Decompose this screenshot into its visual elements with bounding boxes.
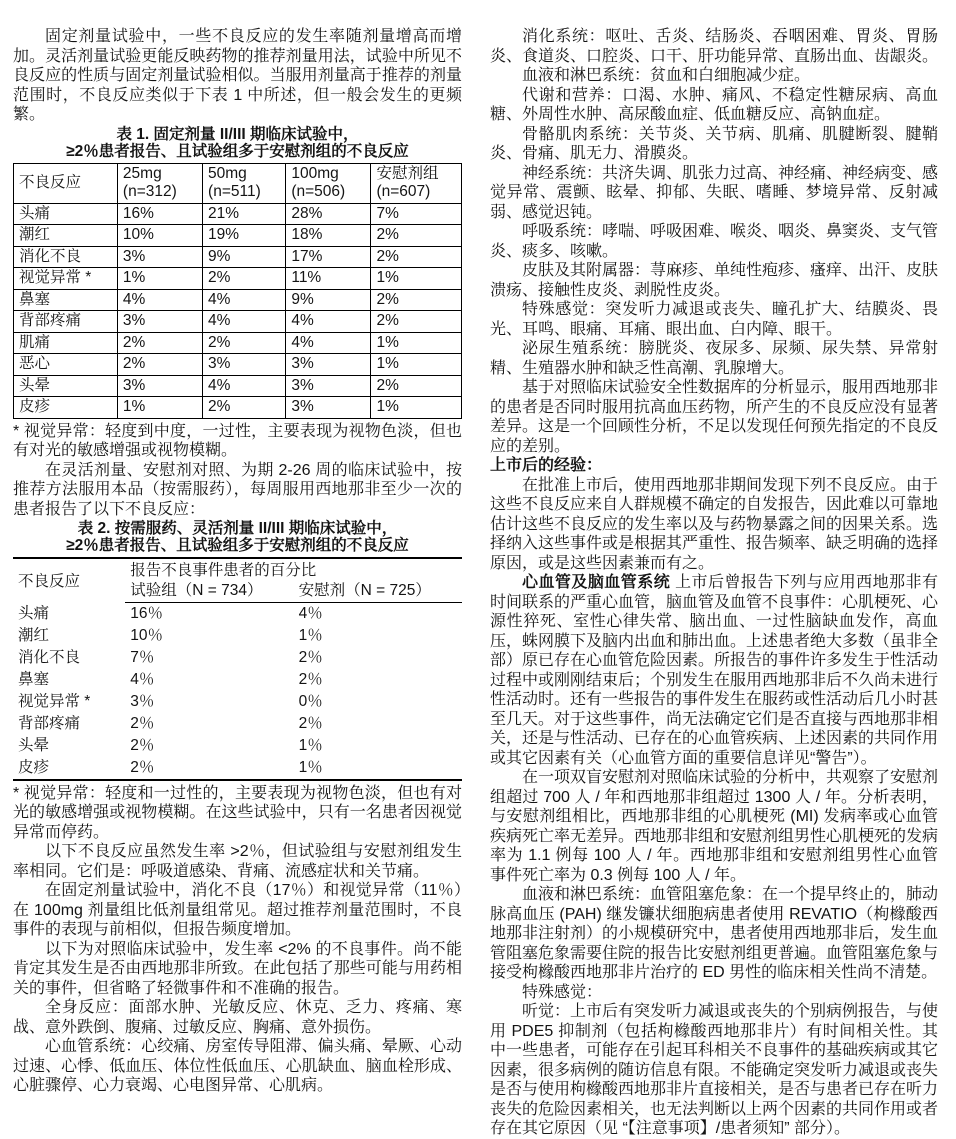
table-cell: 10％ — [130, 627, 163, 644]
table-cell: 3% — [286, 397, 371, 419]
paragraph-fixed-dose-intro: 固定剂量试验中，一些不良反应的发生率随剂量增高而增加。灵活剂量试验更能反映药物的推荐剂量用法，试验中所见不良反应的性质与固定剂量试验相似。当服用剂量高于推荐的剂量范围时，不良反应类似于下表 1 中所述，但一般会发生的更频繁。 — [13, 28, 462, 123]
paragraph-post-approval-reports: 在批准上市后，使用西地那非期间发现下列不良反应。由于这些不良反应来自人群规模不确定的自发报告，因此难以可靠地估计这些不良反应的发生率以及与药物暴露之间的因果关系。选择纳入这些事件或是根据其严重性、报告频率、缺乏明确的选择原因，或是这些因素兼而有之。 — [490, 476, 939, 572]
table-cell: 9% — [203, 246, 286, 268]
table-cell: 1％ — [298, 759, 323, 776]
table-cell: 视觉异常 * — [18, 693, 91, 710]
table-row — [13, 757, 462, 780]
paragraph-hearing: 听觉：上市后有突发听力减退或丧失的个别病例报告，与使用 PDE5 抑制剂（包括枸橼酸西地那非片）有时间相关性。其中一些患者，可能存在引起耳科相关不良事件的基础疾病或其它因素，很多病例的随访信息有限。不能确定突发听力减退或丧失是否与使用枸橼酸西地那非片直接相关，是否与患者已存在听力丧失的危险因素相关，也无法判断以上两个因素的共同作用或者存在其它原因（见 “【注意事项】/患者须知” 部分）。 — [490, 1003, 939, 1137]
paragraph-under-2pct-intro: 以下为对照临床试验中，发生率 <2% 的不良事件。尚不能肯定其发生是否由西地那非所致。在此包括了那些可能与用药相关的事件，但省略了轻微事件和不准确的报告。 — [13, 940, 462, 997]
table-cell: 潮红 — [14, 225, 118, 247]
table-header-cell: 试验组（N = 734） — [125, 580, 293, 603]
table-row — [14, 397, 462, 419]
table-cell: 4% — [203, 311, 286, 333]
table-cell: 7% — [371, 203, 462, 225]
table-header-cell: 安慰剂（N = 725） — [294, 580, 462, 603]
paragraph-lead-bold: 心血管及脑血管系统 — [522, 574, 671, 591]
table-cell: 1% — [117, 268, 202, 290]
table-cell: 3% — [286, 354, 371, 376]
paragraph-cardiovascular-list: 心血管系统：心绞痛、房室传导阻滞、偏头痛、晕厥、心动过速、心悸、低血压、体位性低血压、心肌缺血、脑血栓形成、心脏骤停、心力衰竭、心电图异常、心肌病。 — [13, 1038, 462, 1094]
table-cell: 鼻塞 — [14, 289, 118, 311]
table-header-cell: 安慰剂组 (n=607) — [371, 163, 462, 203]
table-cell: 4% — [203, 375, 286, 397]
table-2-title-line2: ≥2％患者报告、且试验组多于安慰剂组的不良反应 — [66, 537, 409, 554]
paragraph-urogenital: 泌尿生殖系统：膀胱炎、夜尿多、尿频、尿失禁、异常射精、生殖器水肿和缺乏性高潮、乳腺增大。 — [490, 340, 938, 377]
table-cell: 皮疹 — [18, 759, 50, 776]
table-cell: 1％ — [298, 627, 323, 644]
table-cell: 2％ — [298, 715, 323, 732]
table-cell: 1% — [371, 397, 462, 419]
table-cell: 2％ — [130, 759, 155, 776]
table-1-header-row — [14, 163, 462, 203]
table-cell: 2% — [203, 332, 286, 354]
table-row — [13, 625, 462, 647]
table-1-fixed-dose-adverse-reactions — [13, 163, 462, 419]
table-cell: 背部疼痛 — [14, 311, 118, 333]
table-cell: 3% — [203, 354, 286, 376]
table-cell: 3% — [117, 246, 202, 268]
table-row — [14, 203, 462, 225]
table-row — [13, 691, 462, 713]
paragraph-same-rate-events: 以下不良反应虽然发生率 >2％，但试验组与安慰剂组发生率相同。它们是：呼吸道感染、背痛、流感症状和关节痛。 — [13, 843, 462, 880]
paragraph-dose-comparison: 在固定剂量试验中，消化不良（17％）和视觉异常（11％）在 100mg 剂量组比低剂量组常见。超过推荐剂量范围时，不良事件的表现与前相似，但报告频度增加。 — [13, 882, 462, 938]
table-row — [13, 735, 462, 757]
table-cell: 4% — [286, 332, 371, 354]
table-2-group-header-row — [13, 558, 462, 580]
table-row — [14, 289, 462, 311]
table-cell: 头晕 — [14, 375, 118, 397]
table-2-title — [13, 520, 462, 554]
right-column — [490, 27, 939, 1137]
table-cell: 2% — [203, 397, 286, 419]
paragraph-respiratory: 呼吸系统：哮喘、呼吸困难、喉炎、咽炎、鼻窦炎、支气管炎、痰多、咳嗽。 — [490, 223, 939, 260]
paragraph-skin: 皮肤及其附属器：荨麻疹、单纯性疱疹、瘙痒、出汗、皮肤溃疡、接触性皮炎、剥脱性皮炎。 — [490, 262, 939, 299]
table-cell: 1% — [117, 397, 202, 419]
table-row — [14, 375, 462, 397]
table-header-cell: 不良反应 — [14, 163, 118, 203]
table-cell: 7％ — [130, 649, 155, 666]
table-cell: 背部疼痛 — [18, 715, 81, 732]
table-2-flexible-dose-adverse-reactions — [13, 557, 462, 781]
table-1-title — [13, 126, 462, 160]
paragraph-vaso-occlusive-crisis: 血液和淋巴系统：血管阻塞危象：在一个提早终止的，肺动脉高血压 (PAH) 继发镰状细胞病患者使用 REVATIO（枸橼酸西地那非注射剂）的小规模研究中，患者使用西地那非后，发生血管阻塞危象需要住院的报告比安慰剂组更普遍。血管阻塞危象与接受枸橼酸西地那非片治疗的 ED 男性的临床相关性尚不清楚。 — [490, 886, 939, 981]
table-1-title-line2: ≥2％患者报告、且试验组多于安慰剂组的不良反应 — [66, 142, 409, 160]
table-cell: 2% — [371, 311, 462, 333]
table-cell: 4％ — [130, 671, 155, 688]
table-cell: 头痛 — [18, 604, 50, 622]
table-row — [14, 225, 462, 247]
table-row — [13, 713, 462, 735]
table-cell: 4% — [117, 289, 202, 311]
table-header-cell: 不良反应 — [18, 572, 81, 590]
table-2-title-line1: 表 2. 按需服药、灵活剂量 II/III 期临床试验中， — [77, 520, 398, 537]
table-cell: 潮红 — [18, 627, 50, 644]
paragraph-flexible-dose-intro: 在灵活剂量、安慰剂对照、为期 2-26 周的临床试验中，按推荐方法服用本品（按需服药），每周服用西地那非至少一次的患者报告了以下不良反应： — [13, 461, 462, 518]
table-cell: 2％ — [130, 715, 155, 732]
paragraph-special-senses-label: 特殊感觉： — [522, 983, 603, 1001]
table-cell: 2% — [371, 375, 462, 397]
table-header-cell: 100mg (n=506) — [286, 163, 371, 203]
table-cell: 2% — [371, 289, 462, 311]
table-cell: 28% — [286, 203, 371, 225]
table-1-title-line1: 表 1. 固定剂量 II/III 期临床试验中， — [116, 125, 359, 143]
table-row — [14, 268, 462, 290]
table-cell: 鼻塞 — [18, 671, 50, 688]
paragraph-special-senses-list: 特殊感觉：突发听力减退或丧失、瞳孔扩大、结膜炎、畏光、耳鸣、眼痛、耳痛、眼出血、白内障、眼干。 — [490, 301, 938, 338]
table-cell: 21% — [203, 203, 286, 225]
table-cell: 2% — [203, 268, 286, 290]
table-cell: 2％ — [298, 671, 323, 688]
table-cell: 2％ — [130, 737, 155, 754]
table-cell: 19% — [203, 225, 286, 247]
table-cell: 头痛 — [14, 203, 118, 225]
table-cell: 11% — [286, 268, 371, 290]
table-header-cell: 报告不良事件患者的百分比 — [130, 561, 317, 579]
table-row — [14, 332, 462, 354]
paragraph-metabolic: 代谢和营养：口渴、水肿、痛风、不稳定性糖尿病、高血糖、外周性水肿、高尿酸血症、低血糖反应、高钠血症。 — [490, 86, 938, 123]
paragraph-nervous: 神经系统：共济失调、肌张力过高、神经痛、神经病变、感觉异常、震颤、眩晕、抑郁、失眠、嗜睡、梦境异常、反射减弱、感觉迟钝。 — [490, 164, 939, 221]
table-cell: 3% — [117, 375, 202, 397]
table-row — [14, 311, 462, 333]
table-cell: 9% — [286, 289, 371, 311]
table-cell: 2% — [371, 246, 462, 268]
table-cell: 2% — [117, 354, 202, 376]
paragraph-lead-rest: 上市后曾报告下列与应用西地那非有时间联系的严重心血管，脑血管及血管不良事件：心肌梗死、心源性猝死、室性心律失常、脑出血、一过性脑缺血发作，高血压，蛛网膜下及脑内出血和肺出血。上述患者绝大多数（虽非全部）原已存在心血管危险因素。所报告的事件许多发生于性活动过程中或刚刚结束后；个别发生在服用西地那非后不久尚未进行性活动时。还有一些报告的事件发生在服药或性活动后几小时甚至几天。对于这些事件，尚无法确定它们是否直接与西地那非相关，还是与性活动、已存在的心血管疾病、上述因素的共同作用或其它因素有关（心血管方面的重要信息详见“警告”）。 — [490, 574, 939, 767]
table-cell: 16% — [117, 203, 202, 225]
table-cell: 2% — [371, 225, 462, 247]
heading-post-marketing: 上市后的经验： — [490, 457, 603, 474]
table-row — [13, 669, 462, 691]
table-cell: 3% — [117, 311, 202, 333]
table-cell: 3％ — [130, 693, 155, 710]
table-2-footnote: * 视觉异常：轻度和一过性的，主要表现为视物色淡，但也有对光的敏感增强或视物模糊。在这些试验中，只有一名患者因视觉异常而停药。 — [13, 784, 462, 841]
table-cell: 1％ — [298, 737, 323, 754]
table-cell: 肌痛 — [14, 332, 118, 354]
table-header-cell: 50mg (n=511) — [203, 163, 286, 203]
table-cell: 4% — [286, 311, 371, 333]
table-cell: 1% — [371, 354, 462, 376]
table-cell: 17% — [286, 246, 371, 268]
table-cell: 头晕 — [18, 737, 50, 754]
table-cell: 4% — [203, 289, 286, 311]
table-row — [13, 602, 462, 625]
table-cell: 2% — [117, 332, 202, 354]
paragraph-cardio-cerebrovascular — [490, 573, 938, 768]
table-cell: 消化不良 — [14, 246, 118, 268]
paragraph-body-as-whole: 全身反应：面部水肿、光敏反应、休克、乏力、疼痛、寒战、意外跌倒、腹痛、过敏反应、胸痛、意外损伤。 — [13, 999, 462, 1036]
table-cell: 1% — [371, 268, 462, 290]
left-column — [13, 27, 462, 1094]
table-cell: 16％ — [130, 605, 163, 622]
paragraph-musculoskeletal: 骨骼肌肉系统：关节炎、关节病、肌痛、肌腱断裂、腱鞘炎、骨痛、肌无力、滑膜炎。 — [490, 125, 938, 162]
table-cell: 2％ — [298, 649, 323, 666]
paragraph-double-blind-analysis: 在一项双盲安慰剂对照临床试验的分析中，共观察了安慰剂组超过 700 人 / 年和西地那非组超过 1300 人 / 年。分析表明，与安慰剂组相比，西地那非组的心肌梗死 (MI) 发病率或心血管疾病死亡率无差异。西地那非组和安慰剂组男性心肌梗死的发病率为 1.1 例每 100 人 / 年。西地那非组和安慰剂组男性心血管事件死亡率为 0.3 例每 100 人 / 年。 — [490, 769, 939, 884]
table-cell: 18% — [286, 225, 371, 247]
table-header-cell: 25mg (n=312) — [117, 163, 202, 203]
paragraph-hemic-lymphatic: 血液和淋巴系统：贫血和白细胞减少症。 — [522, 67, 811, 84]
paragraph-antihypertensive-analysis: 基于对照临床试验安全性数据库的分析显示，服用西地那非的患者是否同时服用抗高血压药物，所产生的不良反应没有显著差异。这是一个回顾性分析，不足以发现任何预先指定的不良反应的差别。 — [490, 379, 939, 455]
table-cell: 恶心 — [14, 354, 118, 376]
table-cell: 3% — [286, 375, 371, 397]
table-row — [13, 647, 462, 669]
table-cell: 皮疹 — [14, 397, 118, 419]
table-cell: 消化不良 — [18, 649, 81, 666]
paragraph-digestive: 消化系统：呕吐、舌炎、结肠炎、吞咽困难、胃炎、胃肠炎、食道炎、口腔炎、口干、肝功能异常、直肠出血、齿龈炎。 — [490, 28, 939, 65]
table-cell: 10% — [117, 225, 202, 247]
table-1-footnote: * 视觉异常：轻度到中度，一过性，主要表现为视物色淡，但也有对光的敏感增强或视物模糊。 — [13, 422, 462, 459]
table-row — [14, 354, 462, 376]
table-cell: 1% — [371, 332, 462, 354]
table-cell: 视觉异常 * — [14, 268, 118, 290]
table-cell: 0％ — [298, 693, 323, 710]
table-cell: 4％ — [298, 605, 323, 622]
table-row — [14, 246, 462, 268]
